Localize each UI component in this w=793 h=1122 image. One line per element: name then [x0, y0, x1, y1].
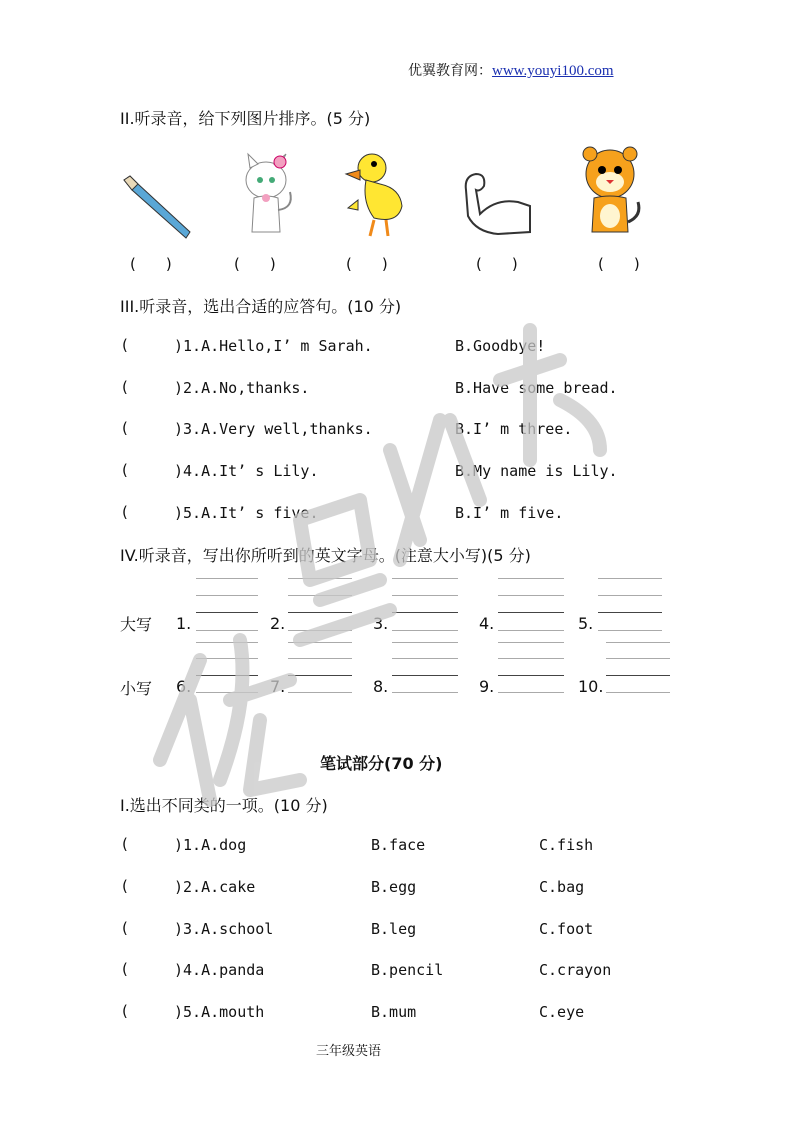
letter-number: 7. [270, 677, 286, 696]
section3-title: III.听录音，选出合适的应答句。(10 分) [120, 297, 402, 316]
answer-paren[interactable]: ( [122, 461, 128, 479]
option-b: B.mum [371, 1003, 417, 1021]
cat-icon [236, 150, 298, 240]
section2-title: II.听录音，给下列图片排序。(5 分) [120, 109, 371, 128]
letter-number: 5. [578, 614, 594, 633]
answer-paren[interactable]: ( [122, 336, 128, 354]
option-a: )3.A.school [174, 920, 274, 938]
letter-number: 10. [578, 677, 604, 696]
answer-paren[interactable]: ( [122, 378, 128, 396]
option-a: )4.A.It’ s Lily. [174, 462, 319, 480]
option-b: B.I’ m three. [455, 420, 573, 438]
upper-label: 大写 [120, 615, 153, 634]
option-b: B.Goodbye! [455, 337, 546, 355]
option-c: C.bag [539, 878, 585, 896]
letter-number: 3. [373, 614, 389, 633]
letter-number: 9. [479, 677, 495, 696]
option-b: B.Have some bread. [455, 379, 618, 397]
option-a: )5.A.mouth [174, 1003, 265, 1021]
site-url-link[interactable]: www.youyi100.com [492, 63, 614, 79]
lower-label: 小写 [120, 679, 153, 698]
letter-number: 4. [479, 614, 495, 633]
duck-icon [344, 152, 408, 240]
arm-icon [458, 168, 532, 238]
answer-paren[interactable]: ( [122, 919, 128, 937]
tiger-icon [570, 146, 650, 240]
option-a: )4.A.panda [174, 961, 265, 979]
option-b: B.pencil [371, 961, 444, 979]
option-c: C.foot [539, 920, 594, 938]
answer-paren[interactable]: ( [122, 503, 128, 521]
option-a: )2.A.No,thanks. [174, 379, 310, 397]
answer-paren[interactable]: ( [122, 419, 128, 437]
letter-number: 1. [176, 614, 192, 633]
option-c: C.eye [539, 1003, 585, 1021]
option-b: B.My name is Lily. [455, 462, 618, 480]
letter-number: 2. [270, 614, 286, 633]
site-label: 优翼教育网： [408, 63, 492, 79]
answer-paren[interactable]: ( [122, 960, 128, 978]
option-c: C.crayon [539, 961, 612, 979]
option-b: B.I’ m five. [455, 504, 564, 522]
written-part-title: 笔试部分(70 分) [320, 754, 443, 773]
section4-title: IV.听录音，写出你所听到的英文字母。(注意大小写)(5 分) [120, 546, 531, 565]
option-a: )1.A.dog [174, 836, 247, 854]
option-b: B.leg [371, 920, 417, 938]
picture-order-paren[interactable]: ( ) [598, 255, 640, 273]
picture-order-paren[interactable]: ( ) [476, 255, 518, 273]
picture-order-paren[interactable]: ( ) [346, 255, 388, 273]
written-section1-title: I.选出不同类的一项。(10 分) [120, 796, 328, 815]
answer-paren[interactable]: ( [122, 877, 128, 895]
site-header [408, 60, 614, 80]
letter-number: 8. [373, 677, 389, 696]
option-a: )5.A.It’ s five. [174, 504, 319, 522]
page-footer: 三年级英语 [316, 1044, 382, 1059]
answer-paren[interactable]: ( [122, 1002, 128, 1020]
option-a: )3.A.Very well,thanks. [174, 420, 373, 438]
letter-number: 6. [176, 677, 192, 696]
picture-order-paren[interactable]: ( ) [234, 255, 276, 273]
bat-icon [118, 170, 194, 242]
option-b: B.face [371, 836, 426, 854]
option-c: C.fish [539, 836, 594, 854]
answer-paren[interactable]: ( [122, 835, 128, 853]
option-a: )1.A.Hello,I’ m Sarah. [174, 337, 373, 355]
picture-order-paren[interactable]: ( ) [130, 255, 172, 273]
option-b: B.egg [371, 878, 417, 896]
option-a: )2.A.cake [174, 878, 256, 896]
